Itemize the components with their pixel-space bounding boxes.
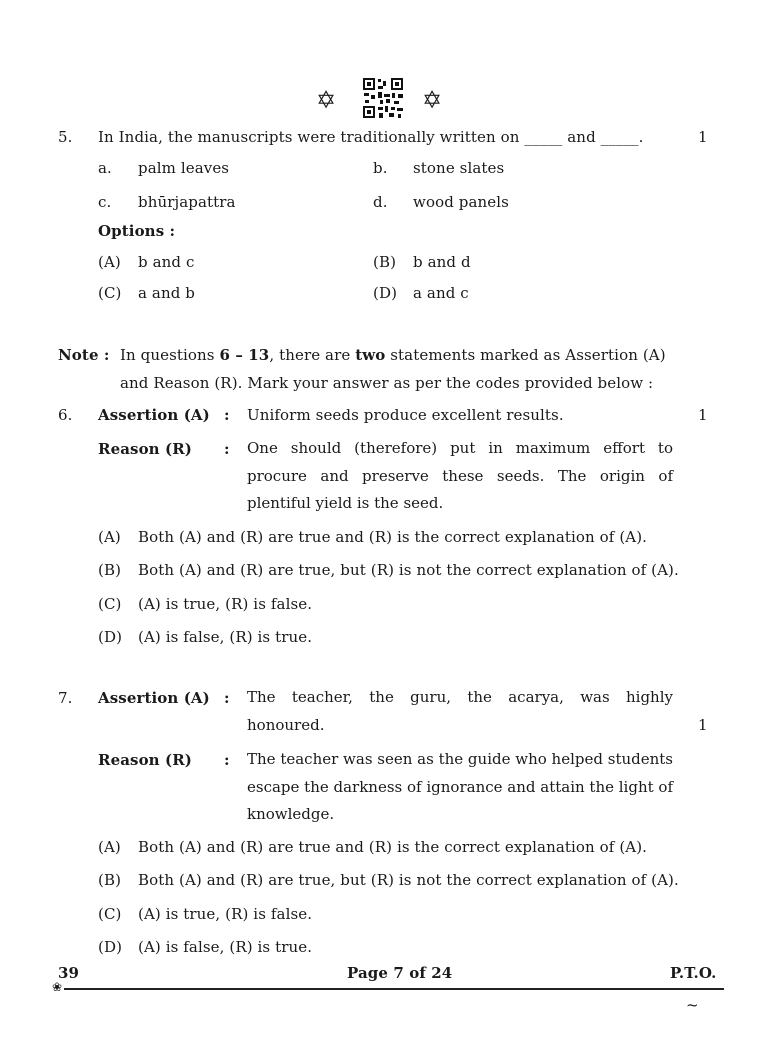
q7-assertion-label: Assertion (A): [98, 689, 210, 707]
q7-option-a-key: (A): [98, 838, 121, 856]
q5-choice-d-text: wood panels: [413, 193, 509, 211]
q5-options-heading: Options :: [98, 222, 176, 240]
q7-option-b-text: Both (A) and (R) are true, but (R) is not the correct explanation of (A).: [138, 871, 679, 889]
q5-choice-b-text: stone slates: [413, 159, 505, 177]
q6-assertion-label: Assertion (A): [98, 406, 210, 424]
question-5-text: In India, the manuscripts were traditionally written on _____ and _____.: [98, 128, 644, 146]
q6-option-b-text: Both (A) and (R) are true, but (R) is not the correct explanation of (A).: [138, 561, 679, 579]
qr-code-icon: [362, 77, 404, 119]
star-of-david-icon-left: ✡: [316, 86, 337, 114]
q7-reason-colon: :: [224, 751, 230, 769]
q6-option-a-text: Both (A) and (R) are true and (R) is the correct explanation of (A).: [138, 528, 648, 546]
q7-option-b-key: (B): [98, 871, 122, 889]
q5-choice-a-key: a.: [98, 159, 112, 177]
footer-rule: [64, 988, 724, 990]
q6-option-c-key: (C): [98, 595, 122, 613]
question-5-number: 5.: [58, 128, 73, 146]
q7-option-a-text: Both (A) and (R) are true and (R) is the correct explanation of (A).: [138, 838, 648, 856]
q6-option-c-text: (A) is true, (R) is false.: [138, 595, 313, 613]
q6-option-d-key: (D): [98, 628, 123, 646]
question-7-marks: 1: [698, 716, 708, 734]
question-6-number: 6.: [58, 406, 73, 424]
q7-option-d-text: (A) is false, (R) is true.: [138, 938, 313, 956]
q7-reason-text: The teacher was seen as the guide who helped students escape the darkness of ignorance and attain the light of knowledge.: [247, 750, 673, 823]
q5-choice-b-key: b.: [373, 159, 388, 177]
footer-pto: P.T.O.: [670, 964, 717, 982]
q5-option-d-text: a and c: [413, 284, 469, 302]
q7-option-c-text: (A) is true, (R) is false.: [138, 905, 313, 923]
q6-reason-label: Reason (R): [98, 440, 192, 458]
note-line-2: and Reason (R). Mark your answer as per the codes provided below :: [120, 374, 654, 392]
q5-choice-c-key: c.: [98, 193, 112, 211]
q7-assertion-colon: :: [224, 689, 230, 707]
question-5-marks: 1: [698, 128, 708, 146]
q7-option-d-key: (D): [98, 938, 123, 956]
q7-reason-label: Reason (R): [98, 751, 192, 769]
footer-page-number: Page 7 of 24: [347, 964, 453, 982]
note-label: Note :: [58, 346, 110, 364]
q7-option-c-key: (C): [98, 905, 122, 923]
question-6-marks: 1: [698, 406, 708, 424]
q5-option-a-key: (A): [98, 253, 121, 271]
question-7-number: 7.: [58, 689, 73, 707]
q6-assertion-text: Uniform seeds produce excellent results.: [247, 406, 564, 424]
footer-tilde: ~: [686, 996, 699, 1014]
q6-option-d-text: (A) is false, (R) is true.: [138, 628, 313, 646]
q5-choice-c-text: bhūrjapattra: [138, 193, 236, 211]
q6-assertion-colon: :: [224, 406, 230, 424]
q6-reason-colon: :: [224, 440, 230, 458]
q5-option-c-key: (C): [98, 284, 122, 302]
footer-code: 39: [58, 964, 80, 982]
footer-flower-icon: ❀: [52, 980, 63, 994]
q5-option-b-text: b and d: [413, 253, 471, 271]
q5-option-c-text: a and b: [138, 284, 195, 302]
q5-choice-d-key: d.: [373, 193, 388, 211]
q5-option-d-key: (D): [373, 284, 398, 302]
q6-option-b-key: (B): [98, 561, 122, 579]
q6-option-a-key: (A): [98, 528, 121, 546]
star-of-david-icon-right: ✡: [422, 86, 443, 114]
q5-option-b-key: (B): [373, 253, 397, 271]
q5-choice-a-text: palm leaves: [138, 159, 230, 177]
q6-reason-text: One should (therefore) put in maximum effort to procure and preserve these seeds. The origin of plentiful yield is the seed.: [247, 439, 673, 512]
note-line-1: In questions 6 – 13, there are two statements marked as Assertion (A): [120, 346, 666, 364]
q7-assertion-text: The teacher, the guru, the acarya, was highly honoured.: [247, 688, 673, 734]
q5-option-a-text: b and c: [138, 253, 195, 271]
